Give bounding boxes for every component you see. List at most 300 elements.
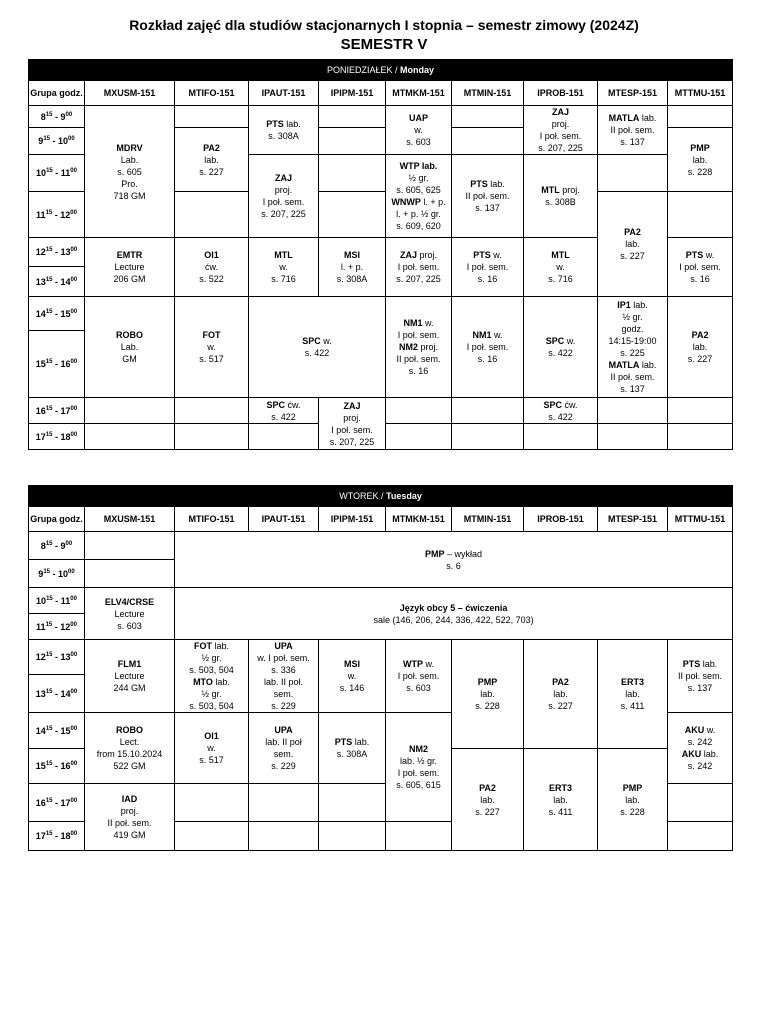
time-end-min: 00 (68, 136, 75, 142)
class-line (598, 323, 667, 335)
class-cell (668, 128, 733, 192)
class-detail: Lecture (114, 671, 145, 681)
class-cell (175, 128, 249, 192)
time-end-min: 00 (70, 359, 78, 365)
class-line (386, 365, 451, 377)
class-detail: I poł. sem. (397, 262, 440, 272)
class-cell (175, 713, 249, 784)
col-header: MTIFO-151 (175, 507, 249, 532)
course-code: ERT3 (620, 677, 644, 687)
class-cell (175, 532, 733, 588)
empty-cell (85, 560, 175, 588)
time-slot: $10^{15} - 11^{00}$ (29, 588, 85, 614)
course-code: NM1 (403, 318, 423, 328)
time-start-min: 15 (45, 761, 53, 767)
class-detail: s. 503, 504 (189, 665, 234, 675)
class-detail: lab. (487, 179, 505, 189)
class-line (668, 329, 732, 341)
class-line (249, 411, 318, 423)
class-detail: s. 308A (336, 749, 368, 759)
course-code: ZAJ (274, 173, 292, 183)
time-start-min: 15 (45, 831, 53, 837)
class-line (524, 184, 597, 196)
class-line (249, 748, 318, 760)
course-code: NM2 (398, 342, 418, 352)
empty-cell (668, 398, 733, 424)
time-end-min: 00 (65, 111, 73, 118)
class-detail: w. (207, 743, 216, 753)
class-cell (668, 297, 733, 398)
class-line (598, 136, 667, 148)
time-slot: $17^{15} - 18^{00}$ (29, 822, 85, 851)
col-header: MTTMU-151 (668, 507, 733, 532)
class-detail: w. I poł. sem. (257, 653, 310, 663)
class-line (85, 353, 174, 365)
class-detail: s. 422 (304, 348, 330, 358)
empty-cell (175, 106, 249, 128)
class-line (524, 118, 597, 130)
time-end-hour: 15 (60, 308, 71, 319)
course-code: OI1 (204, 731, 219, 741)
class-line (319, 424, 385, 436)
class-detail: ½ gr. (201, 689, 222, 699)
day-header-monday: PONIEDZIAŁEK / Monday (29, 60, 733, 81)
time-end-hour: 10 (58, 568, 69, 579)
class-cell (524, 749, 598, 851)
class-detail: lab. (630, 300, 648, 310)
time-start-hour: 14 (35, 308, 46, 319)
class-cell (249, 297, 386, 398)
empty-cell (319, 822, 386, 851)
class-line (85, 748, 174, 760)
empty-cell (524, 424, 598, 450)
tuesday-schedule-table (28, 485, 733, 851)
class-detail: s. 16 (690, 274, 710, 284)
class-cell (85, 238, 175, 297)
course-code: UAP (408, 113, 428, 123)
class-line (85, 817, 174, 829)
time-start-hour: 16 (35, 797, 46, 808)
class-line (668, 166, 732, 178)
class-line (319, 736, 385, 748)
course-code: PA2 (479, 782, 496, 793)
class-detail: II poł. sem. (465, 191, 510, 201)
time-end-hour: 13 (60, 247, 71, 257)
class-detail: w. (414, 125, 423, 135)
course-code: ERT3 (548, 782, 572, 793)
class-line (524, 676, 597, 688)
class-cell (452, 297, 524, 398)
empty-cell (668, 784, 733, 822)
class-detail: sale (146, 206, 244, 336, 422, 522, 703) (373, 614, 534, 625)
time-end-hour: 16 (60, 359, 71, 369)
class-detail: Lecture (114, 608, 145, 619)
class-detail: lab. (352, 737, 370, 747)
class-line (249, 724, 318, 736)
empty-cell (175, 822, 249, 851)
class-detail: s. 716 (271, 274, 296, 284)
class-detail: 14:15-19:00 (608, 336, 657, 346)
col-header: MTIFO-151 (175, 81, 249, 106)
class-line (598, 676, 667, 688)
class-line (598, 124, 667, 136)
class-line (249, 184, 318, 196)
class-line (668, 341, 732, 353)
class-line (668, 760, 732, 772)
class-detail: s. 137 (687, 683, 713, 693)
time-start-min: 15 (45, 725, 53, 732)
class-line (319, 249, 385, 261)
class-detail: II poł. sem. (396, 354, 441, 364)
class-detail: s. 229 (271, 761, 296, 771)
course-code: PA2 (624, 227, 641, 237)
class-detail: s. 207, 225 (261, 209, 306, 219)
class-line (386, 767, 451, 779)
time-start-hour: 14 (35, 725, 46, 736)
class-line (319, 670, 385, 682)
class-detail: s. 16 (408, 366, 429, 376)
class-detail: ćw. (562, 399, 578, 410)
class-detail: 244 GM (113, 683, 146, 693)
time-end-min: 00 (70, 725, 78, 732)
class-line (85, 190, 174, 202)
class-cell (319, 713, 386, 784)
class-line (175, 154, 248, 166)
class-line (668, 724, 732, 736)
class-detail: lab. (211, 641, 229, 651)
class-line (386, 184, 451, 196)
time-start-hour: 13 (35, 276, 46, 287)
course-code: EMTR (116, 250, 143, 260)
class-detail: s. 603 (117, 620, 142, 631)
time-end-min: 00 (70, 276, 78, 283)
class-detail: s. 522 (199, 274, 224, 284)
empty-cell (249, 424, 319, 450)
class-detail: II poł. sem. (678, 671, 723, 681)
class-detail: Pro. (121, 178, 138, 189)
class-cell (85, 106, 175, 238)
class-detail: 419 GM (113, 830, 146, 840)
time-slot: $16^{15} - 17^{00}$ (29, 398, 85, 424)
class-line (452, 329, 523, 341)
time-start-min: 15 (45, 652, 53, 658)
course-code: NM1 (472, 330, 492, 340)
class-detail: lab. (553, 794, 568, 805)
class-detail: s. 336 (271, 665, 296, 675)
class-detail: ½ gr. (201, 653, 222, 663)
class-detail: s. 227 (687, 354, 713, 364)
col-header: MTTMU-151 (668, 81, 733, 106)
course-code: WNWP (391, 197, 421, 207)
course-code: UPA (274, 641, 293, 651)
time-start-hour: 11 (36, 621, 46, 632)
empty-cell (668, 192, 733, 238)
time-slot: $12^{15} - 13^{00}$ (29, 238, 85, 267)
course-code: PTS (470, 179, 488, 189)
time-end-hour: 15 (60, 725, 71, 736)
class-line (524, 142, 597, 154)
class-line (249, 208, 318, 220)
empty-cell (668, 106, 733, 128)
class-detail: s. 716 (548, 274, 573, 284)
class-line (249, 335, 385, 347)
time-end-min: 00 (70, 247, 78, 253)
time-slot: $17^{15} - 18^{00}$ (29, 424, 85, 450)
time-start-hour: 10 (36, 168, 47, 178)
class-line (386, 249, 451, 261)
class-line (452, 273, 523, 285)
class-detail: s. 16 (477, 354, 498, 364)
col-header: MTMKM-151 (386, 507, 452, 532)
class-line (85, 793, 174, 805)
group-hours-header: Grupa godz. (29, 507, 85, 532)
class-detail: lab. (480, 689, 495, 699)
empty-cell (319, 128, 386, 155)
empty-cell (452, 424, 524, 450)
class-line (524, 249, 597, 261)
class-detail: s. 227 (199, 166, 224, 177)
class-line (85, 760, 174, 772)
course-code: MDRV (116, 142, 143, 153)
semester-label: SEMESTR V (340, 36, 428, 53)
course-code: PTS (685, 250, 704, 260)
course-code: OI1 (204, 250, 219, 260)
time-end-hour: 18 (60, 431, 71, 442)
time-end-min: 00 (70, 405, 78, 412)
class-line (524, 261, 597, 273)
class-detail: lab. (692, 154, 708, 165)
class-detail: from 15.10.2024 (96, 749, 163, 759)
time-start-min: 15 (46, 168, 53, 174)
class-cell (319, 398, 386, 450)
course-code: ROBO (116, 330, 143, 340)
class-detail: Lecture (114, 262, 145, 272)
class-detail: I poł. sem. (397, 768, 440, 778)
class-line (386, 353, 451, 365)
time-end-hour: 14 (60, 688, 71, 699)
class-detail: s. 227 (475, 806, 500, 817)
time-start-hour: 13 (35, 688, 46, 699)
class-line (249, 196, 318, 208)
class-detail: s. 207, 225 (396, 274, 441, 284)
class-cell (249, 640, 319, 713)
class-line (386, 743, 451, 755)
class-detail: lab. (639, 360, 657, 370)
class-cell (598, 749, 668, 851)
time-start-hour: 9 (38, 136, 44, 146)
class-detail: lab. (700, 659, 718, 669)
class-detail: s. 605 (117, 166, 142, 177)
class-line (524, 196, 597, 208)
time-end-min: 00 (70, 761, 78, 767)
time-start-min: 15 (45, 431, 53, 438)
class-line (452, 676, 523, 688)
class-cell (386, 106, 452, 155)
time-start-min: 15 (45, 209, 53, 216)
class-line (85, 596, 174, 608)
class-line (598, 371, 667, 383)
class-line (175, 640, 248, 652)
time-start-hour: 15 (35, 761, 46, 771)
time-end-min: 00 (65, 540, 73, 547)
class-cell (175, 297, 249, 398)
course-code: AKU (681, 749, 702, 759)
class-detail: s. 137 (620, 137, 645, 147)
class-cell (452, 749, 524, 851)
time-start-hour: 17 (35, 431, 46, 442)
class-detail: s. 137 (475, 203, 500, 213)
class-detail: lab. (212, 677, 230, 687)
time-start-hour: 12 (35, 652, 46, 662)
class-line (598, 359, 667, 371)
class-detail: s. 609, 620 (396, 221, 441, 231)
class-line (668, 142, 732, 154)
class-line (386, 196, 451, 208)
empty-cell (598, 398, 668, 424)
class-line (524, 782, 597, 794)
col-header: MTMIN-151 (452, 81, 524, 106)
class-line (249, 676, 318, 688)
class-detail: w. (422, 318, 434, 328)
class-line (175, 688, 248, 700)
class-line (85, 682, 174, 694)
time-start-min: 15 (45, 247, 53, 253)
class-cell (249, 713, 319, 784)
time-start-hour: 17 (35, 831, 46, 841)
course-code: SPC (545, 336, 565, 346)
class-line (85, 154, 174, 166)
class-line (85, 273, 174, 285)
course-code: PTS (473, 250, 491, 260)
course-code: SPC (302, 336, 321, 346)
time-start-min: 15 (45, 405, 53, 412)
class-detail: lab. ½ gr. (399, 756, 438, 766)
time-start-hour: 8 (40, 111, 46, 122)
class-cell (668, 640, 733, 713)
class-cell (524, 640, 598, 749)
class-detail: s. 422 (548, 348, 573, 358)
class-line (175, 754, 248, 766)
class-detail: w. (490, 250, 502, 260)
class-detail: w. (704, 725, 716, 735)
class-line (386, 658, 451, 670)
class-line (175, 142, 248, 154)
class-line (598, 383, 667, 395)
class-line (175, 249, 248, 261)
time-end-min: 00 (70, 621, 77, 628)
class-detail: lab. (625, 689, 640, 699)
course-code: WTP lab. (399, 161, 438, 171)
class-line (85, 341, 174, 353)
time-end-hour: 9 (60, 111, 66, 122)
class-line (85, 166, 174, 178)
class-line (249, 118, 318, 130)
empty-cell (386, 822, 452, 851)
class-detail: proj. (274, 185, 293, 195)
class-detail: I poł. sem. (539, 131, 582, 141)
class-line (386, 329, 451, 341)
time-start-min: 15 (45, 111, 53, 118)
class-cell (668, 713, 733, 784)
class-detail: lab. (701, 749, 719, 759)
class-detail: s. 605, 615 (396, 780, 441, 790)
class-line (452, 806, 523, 818)
col-header: IPAUT-151 (249, 81, 319, 106)
class-detail: 206 GM (113, 274, 146, 284)
class-cell (452, 155, 524, 238)
col-header: MTMKM-151 (386, 81, 452, 106)
course-code: MTL (541, 185, 560, 195)
class-line (598, 782, 667, 794)
class-detail: w. (422, 659, 434, 669)
class-line (598, 238, 667, 250)
class-detail: s. 422 (271, 411, 296, 422)
course-code: ZAJ (343, 400, 361, 411)
class-cell (598, 297, 668, 398)
class-line (175, 700, 248, 712)
class-detail: s. 227 (548, 701, 573, 711)
class-detail: I poł. sem. (679, 262, 721, 272)
class-line (319, 682, 385, 694)
class-line (175, 742, 248, 754)
class-cell (85, 297, 175, 398)
class-detail: lab. (692, 342, 708, 352)
class-cell (524, 155, 598, 238)
class-line (598, 335, 667, 347)
class-line (524, 273, 597, 285)
class-line (175, 676, 248, 688)
class-line (175, 329, 248, 341)
col-header: MTESP-151 (598, 507, 668, 532)
class-line (85, 178, 174, 190)
class-line (85, 261, 174, 273)
class-detail: s. 146 (339, 683, 365, 693)
class-cell (319, 238, 386, 297)
time-start-hour: 8 (40, 540, 46, 551)
empty-cell (175, 192, 249, 238)
class-line (249, 273, 318, 285)
course-code: ZAJ (551, 107, 569, 117)
class-line (386, 682, 451, 694)
class-detail: w. (207, 342, 216, 352)
class-detail: lab. (625, 794, 640, 805)
empty-cell (319, 155, 386, 192)
class-line (598, 347, 667, 359)
time-slot: $8^{15} - 9^{00}$ (29, 532, 85, 560)
class-line (249, 172, 318, 184)
class-line (598, 794, 667, 806)
class-detail: l. + p. ½ gr. (396, 209, 441, 219)
class-detail: proj. (343, 412, 361, 423)
class-line (524, 347, 597, 359)
class-cell (386, 297, 452, 398)
course-code: PMP (477, 677, 498, 687)
class-detail: lab. (480, 794, 495, 805)
time-end-min: 00 (70, 797, 78, 804)
time-end-hour: 12 (60, 621, 71, 632)
time-end-min: 00 (70, 595, 77, 602)
class-detail: w. (320, 336, 332, 346)
course-code: ZAJ (399, 250, 417, 260)
course-code: ELV4/CRSE (104, 596, 155, 607)
class-detail: s. 422 (548, 411, 573, 422)
time-end-hour: 11 (60, 168, 71, 178)
course-code: PMP (425, 548, 445, 559)
class-line (452, 782, 523, 794)
class-line (249, 700, 318, 712)
class-detail: s. 517 (199, 755, 224, 765)
class-detail: s. 603 (406, 137, 431, 147)
